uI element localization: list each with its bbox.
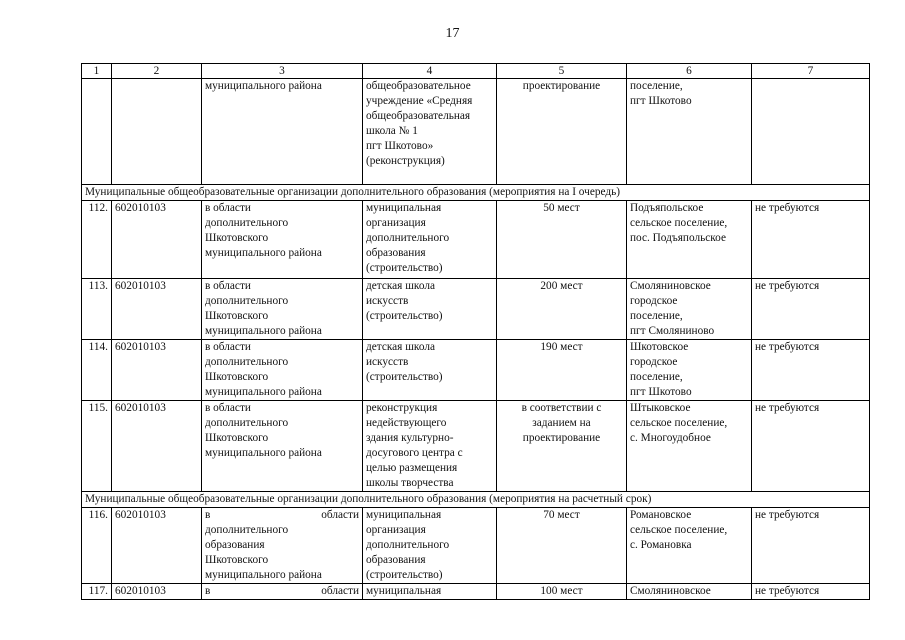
cell-zones: не требуются [752,508,870,584]
table-row [82,340,870,401]
cell-code: 602010103 [112,279,202,340]
cell-location: Штыковское сельское поселение, с. Многоудобное [627,401,752,492]
cell-location: Смоляниновское [627,584,752,600]
table-row [82,401,870,492]
table-row [82,279,870,340]
cell-object: детская школа искусств (строительство) [363,340,497,401]
cell-num [82,79,112,185]
cell-num: 116. [82,508,112,584]
column-number: 5 [497,64,627,79]
cell-area-word: области [321,585,359,597]
cell-object: детская школа искусств (строительство) [363,279,497,340]
cell-code: 602010103 [112,508,202,584]
cell-num: 114. [82,340,112,401]
cell-num: 113. [82,279,112,340]
cell-location: поселение, пгт Шкотово [627,79,752,185]
cell-area: в области дополнительного Шкотовского муниципального района [202,279,363,340]
column-number: 3 [202,64,363,79]
cell-zones: не требуются [752,201,870,279]
section-title: Муниципальные общеобразовательные организации дополнительного образования (мероприятия на расчетный срок) [82,492,870,508]
cell-area: в области дополнительного Шкотовского муниципального района [202,340,363,401]
cell-location-line: Романовское [630,509,692,521]
cell-location: Смоляниновское городское поселение, пгт Смоляниново [627,279,752,340]
column-number: 2 [112,64,202,79]
cell-area-word: области [321,509,359,521]
cell-capacity: проектирование [497,79,627,185]
section-header-row [82,185,870,201]
cell-area: в области дополнительного Шкотовского муниципального района [202,201,363,279]
cell-code: 602010103 [112,584,202,600]
cell-zones: не требуются [752,279,870,340]
cell-object: муниципальная организация дополнительного образования (строительство) [363,201,497,279]
cell-capacity: 50 мест [497,201,627,279]
cell-object: общеобразовательное учреждение «Средняя общеобразовательная школа № 1 пгт Шкотово» (реконструкция) [363,79,497,185]
facilities-table [81,63,870,600]
cell-location: Шкотовское городское поселение, пгт Шкотово [627,340,752,401]
page-number: 17 [445,26,460,41]
cell-code [112,79,202,185]
cell-area-word: в [205,509,211,521]
cell-num: 115. [82,401,112,492]
cell-code: 602010103 [112,201,202,279]
table-row-continued [82,79,870,185]
cell-area-rest: дополнительного образования Шкотовского муниципального района [205,524,322,581]
cell-zones: не требуются [752,340,870,401]
cell-object: реконструкция недействующего здания культурно- досугового центра с целью размещения школы творчества [363,401,497,492]
cell-zones: не требуются [752,584,870,600]
cell-area [202,508,363,584]
cell-num: 112. [82,201,112,279]
cell-capacity: 70 мест [497,508,627,584]
cell-capacity: 200 мест [497,279,627,340]
column-number-row [82,64,870,79]
cell-area: в области дополнительного Шкотовского муниципального района [202,401,363,492]
cell-object: муниципальная организация дополнительного образования (строительство) [363,508,497,584]
column-number: 4 [363,64,497,79]
cell-location [627,508,752,584]
column-number: 7 [752,64,870,79]
cell-capacity: 100 мест [497,584,627,600]
table-row [82,584,870,600]
cell-area-word: в [205,585,211,597]
table-row [82,508,870,584]
cell-location: Подъяпольское сельское поселение, пос. Подъяпольское [627,201,752,279]
section-title: Муниципальные общеобразовательные организации дополнительного образования (мероприятия на I очередь) [82,185,870,201]
cell-zones: не требуются [752,401,870,492]
cell-capacity: в соответствии с заданием на проектирование [497,401,627,492]
table-row [82,201,870,279]
cell-area [202,584,363,600]
section-header-row [82,492,870,508]
column-number: 6 [627,64,752,79]
cell-num: 117. [82,584,112,600]
cell-capacity: 190 мест [497,340,627,401]
cell-zones [752,79,870,185]
cell-code: 602010103 [112,401,202,492]
cell-area: муниципального района [202,79,363,185]
column-number: 1 [82,64,112,79]
cell-object: муниципальная [363,584,497,600]
cell-location-rest: сельское поселение, с. Романовка [630,524,728,551]
cell-code: 602010103 [112,340,202,401]
